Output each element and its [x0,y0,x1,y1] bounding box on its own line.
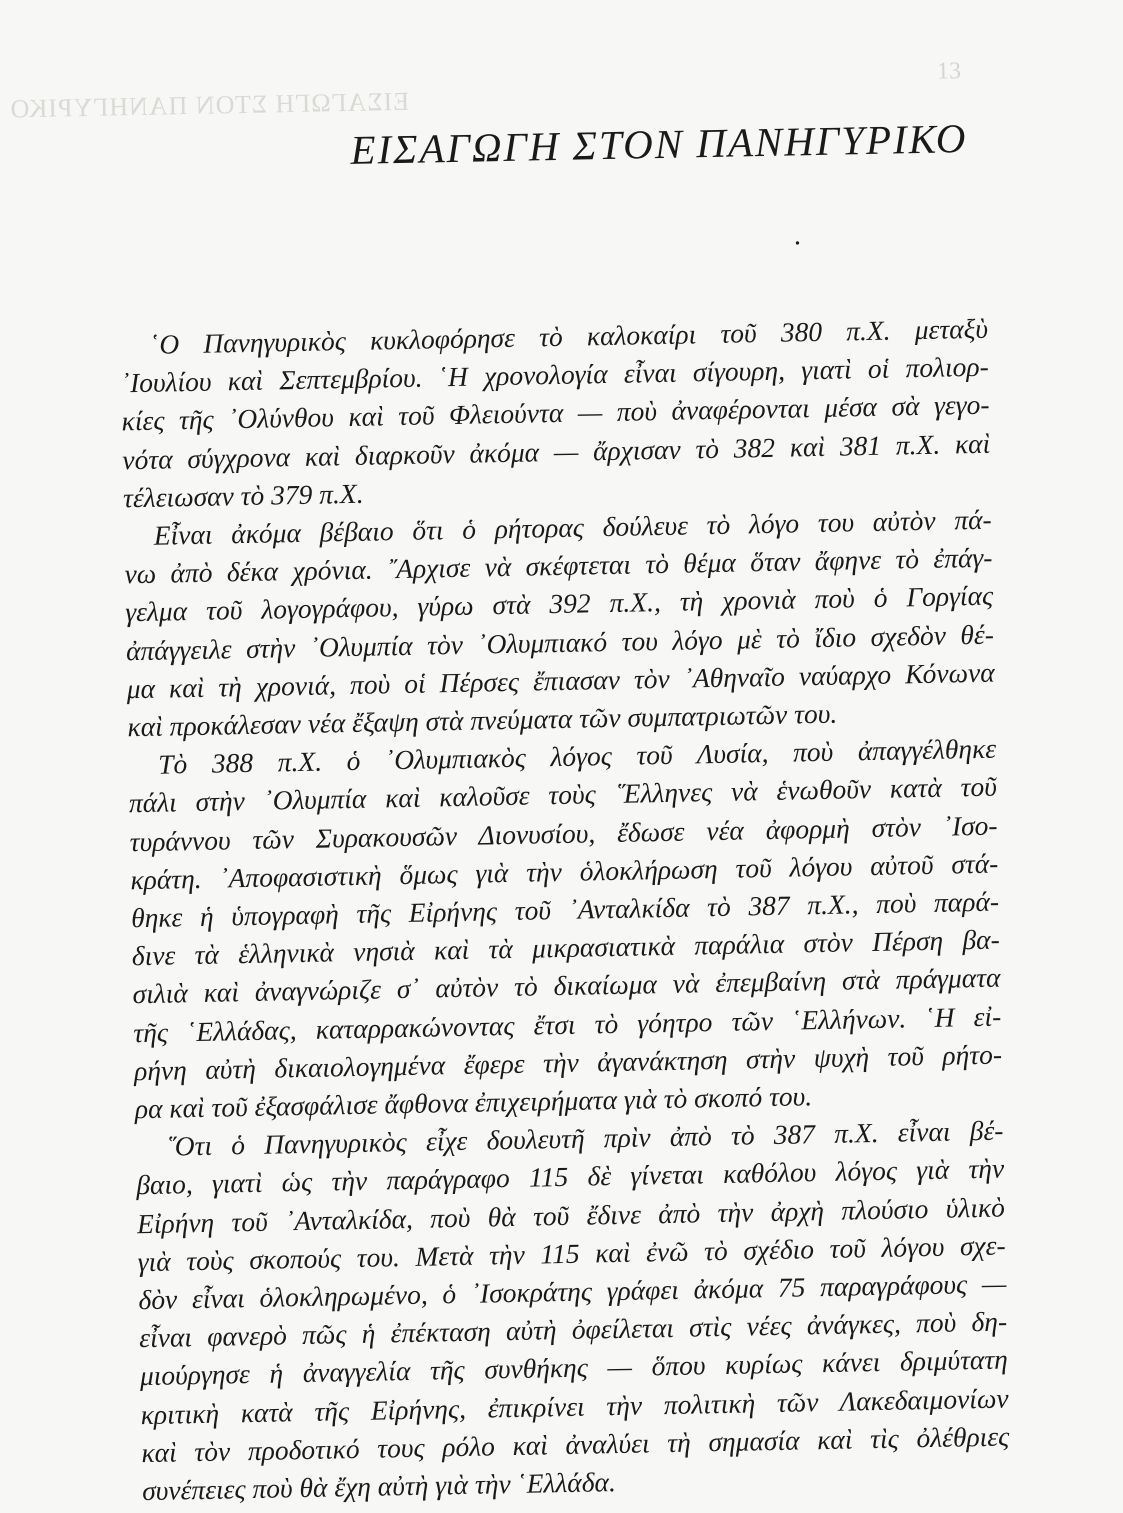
text-line: δινε τὰ ἑλληνικὰ νησιὰ καὶ τὰ μικρασιατικὰ παράλια στὸν Πέρση βα- [131,923,1001,972]
text-line: τυράννου τῶν Συρακουσῶν Διονυσίου, ἔδωσε νέα ἀφορμὴ στὸν ᾿Ισο- [129,809,998,857]
text-line: συνέπειες ποὺ θὰ ἔχη αὐτὴ γιὰ τὴν ῾Ελλάδα. [141,1466,617,1507]
text-line: τέλειωσαν τὸ 379 π.Χ. [122,477,364,514]
text-line: καὶ τὸν προδοτικό τους ρόλο καὶ ἀναλύει τὴ σημασία καὶ τὶς ὀλέθριες [141,1420,1010,1469]
text-line: Τὸ 388 π.Χ. ὁ ᾿Ολυμπιακὸς λόγος τοῦ Λυσία, ποὺ ἀπαγγέλθηκε [157,732,997,780]
text-line: θηκε ἡ ὑπογραφὴ τῆς Εἰρήνης τοῦ ᾿Ανταλκίδα τὸ 387 π.Χ., ποὺ παρά- [130,885,1000,934]
paragraph [135,1112,1010,1511]
paragraph [120,310,992,518]
text-line: νότα σύγχρονα καὶ διαρκοῦν ἀκόμα — ἄρχισαν τὸ 382 καὶ 381 π.Χ. καὶ [122,427,991,475]
text-line: ῾Ο Πανηγυρικὸς κυκλοφόρησε τὸ καλοκαίρι τοῦ 380 π.Χ. μεταξὺ [149,312,989,360]
text-line: κράτη. ᾿Αποφασιστικὴ ὅμως γιὰ τὴν ὁλοκλήρωση τοῦ λόγου αὐτοῦ στά- [130,847,999,896]
text-line: μιούργησε ἡ ἀναγγελία τῆς συνθήκης — ὅπου κυρίως κάνει δριμύτατη [139,1344,1009,1392]
stray-dot: . [792,221,802,252]
text-line: καὶ προκάλεσαν νέα ἔξαψη στὰ πνεύματα τῶν συμπατριωτῶν του. [127,697,838,743]
text-line: Εἶναι ἀκόμα βέβαιο ὅτι ὁ ρήτορας δούλευε τὸ λόγο του αὐτὸν πά- [153,503,992,551]
text-line: μα καὶ τὴ χρονιά, ποὺ οἱ Πέρσες ἔπιασαν τὸν ᾿Αθηναῖο ναύαρχο Κόνωνα [126,656,995,705]
text-line: νω ἀπὸ δέκα χρόνια. ῎Αρχισε νὰ σκέφτεται τὸ θέμα ὅταν ἄφηνε τὸ ἐπάγ- [124,541,993,590]
bleed-through-header: ΕΙΣΑΓΩΓΗ ΣΤΟΝ ΠΑΝΗΓΥΡΙΚΟ [9,86,410,124]
text-line: τῆς ῾Ελλάδας, καταρρακώνοντας ἔτσι τὸ γόητρο τῶν ῾Ελλήνων. ῾Η εἰ- [133,1000,1002,1048]
chapter-title: ΕΙΣΑΓΩΓΗ ΣΤΟΝ ΠΑΝΗΓΥΡΙΚΟ [349,115,968,173]
text-line: βαιο, γιατὶ ὡς τὴν παράγραφο 115 δὲ γίνεται καθόλου λόγος γιὰ τὴν [135,1153,1005,1201]
text-line: πάλι στὴν ᾿Ολυμπία καὶ καλοῦσε τοὺς ῞Ελληνες νὰ ἑνωθοῦν κατὰ τοῦ [128,771,998,819]
paragraph [123,501,995,747]
text-line: ρήνη αὐτὴ δικαιολογημένα ἔφερε τὴν ἀγανάκτηση στὴν ψυχὴ τοῦ ρήτο- [133,1038,1003,1087]
text-line: κριτικὴ κατὰ τῆς Εἰρήνης, ἐπικρίνει τὴν πολιτικὴ τῶν Λακεδαιμονίων [140,1382,1009,1430]
paragraph [128,730,1003,1129]
bleed-through-page-number: 13 [936,58,962,85]
text-line: Εἰρήνη τοῦ ᾿Ανταλκίδα, ποὺ θὰ τοῦ ἔδινε ἀπὸ τὴν ἀρχὴ πλούσιο ὑλικὸ [136,1191,1006,1239]
text-line: εἶναι φανερὸ πῶς ἡ ἐπέκταση αὐτὴ ὀφείλεται στὶς νέες ἀνάγκες, ποὺ δη- [138,1305,1008,1354]
text-line: δὸν εἶναι ὁλοκληρωμένο, ὁ ᾿Ισοκράτης γράφει ἀκόμα 75 παραγράφους — [138,1267,1007,1316]
body-text [120,310,1011,1511]
text-line: ἀπάγγειλε στὴν ᾿Ολυμπία τὸν ᾿Ολυμπιακό του λόγο μὲ τὸ ἴδιο σχεδὸν θέ- [125,618,995,666]
text-line: ῞Οτι ὁ Πανηγυρικὸς εἶχε δουλευτῆ πρὶν ἀπὸ τὸ 387 π.Χ. εἶναι βέ- [165,1114,1004,1162]
text-line: ρα καὶ τοῦ ἐξασφάλισε ἄφθονα ἐπιχειρήματα γιὰ τὸ σκοπό του. [134,1080,813,1125]
text-line: ᾿Ιουλίου καὶ Σεπτεμβρίου. ῾Η χρονολογία εἶναι σίγουρη, γιατὶ οἱ πολιορ- [120,350,990,399]
text-line: κίες τῆς ᾿Ολύνθου καὶ τοῦ Φλειούντα — ποὺ ἀναφέρονται μέσα σὰ γεγο- [121,389,990,437]
text-line: γελμα τοῦ λογογράφου, γύρω στὰ 392 π.Χ., τὴ χρονιὰ ποὺ ὁ Γοργίας [124,580,994,628]
text-line: γιὰ τοὺς σκοπούς του. Μετὰ τὴν 115 καὶ ἐνῶ τὸ σχέδιο τοῦ λόγου σχε- [137,1229,1006,1278]
text-line: σιλιὰ καὶ ἀναγνώριζε σ᾿ αὐτὸν τὸ δικαίωμα νὰ ἐπεμβαίνη στὰ πράγματα [132,962,1001,1010]
